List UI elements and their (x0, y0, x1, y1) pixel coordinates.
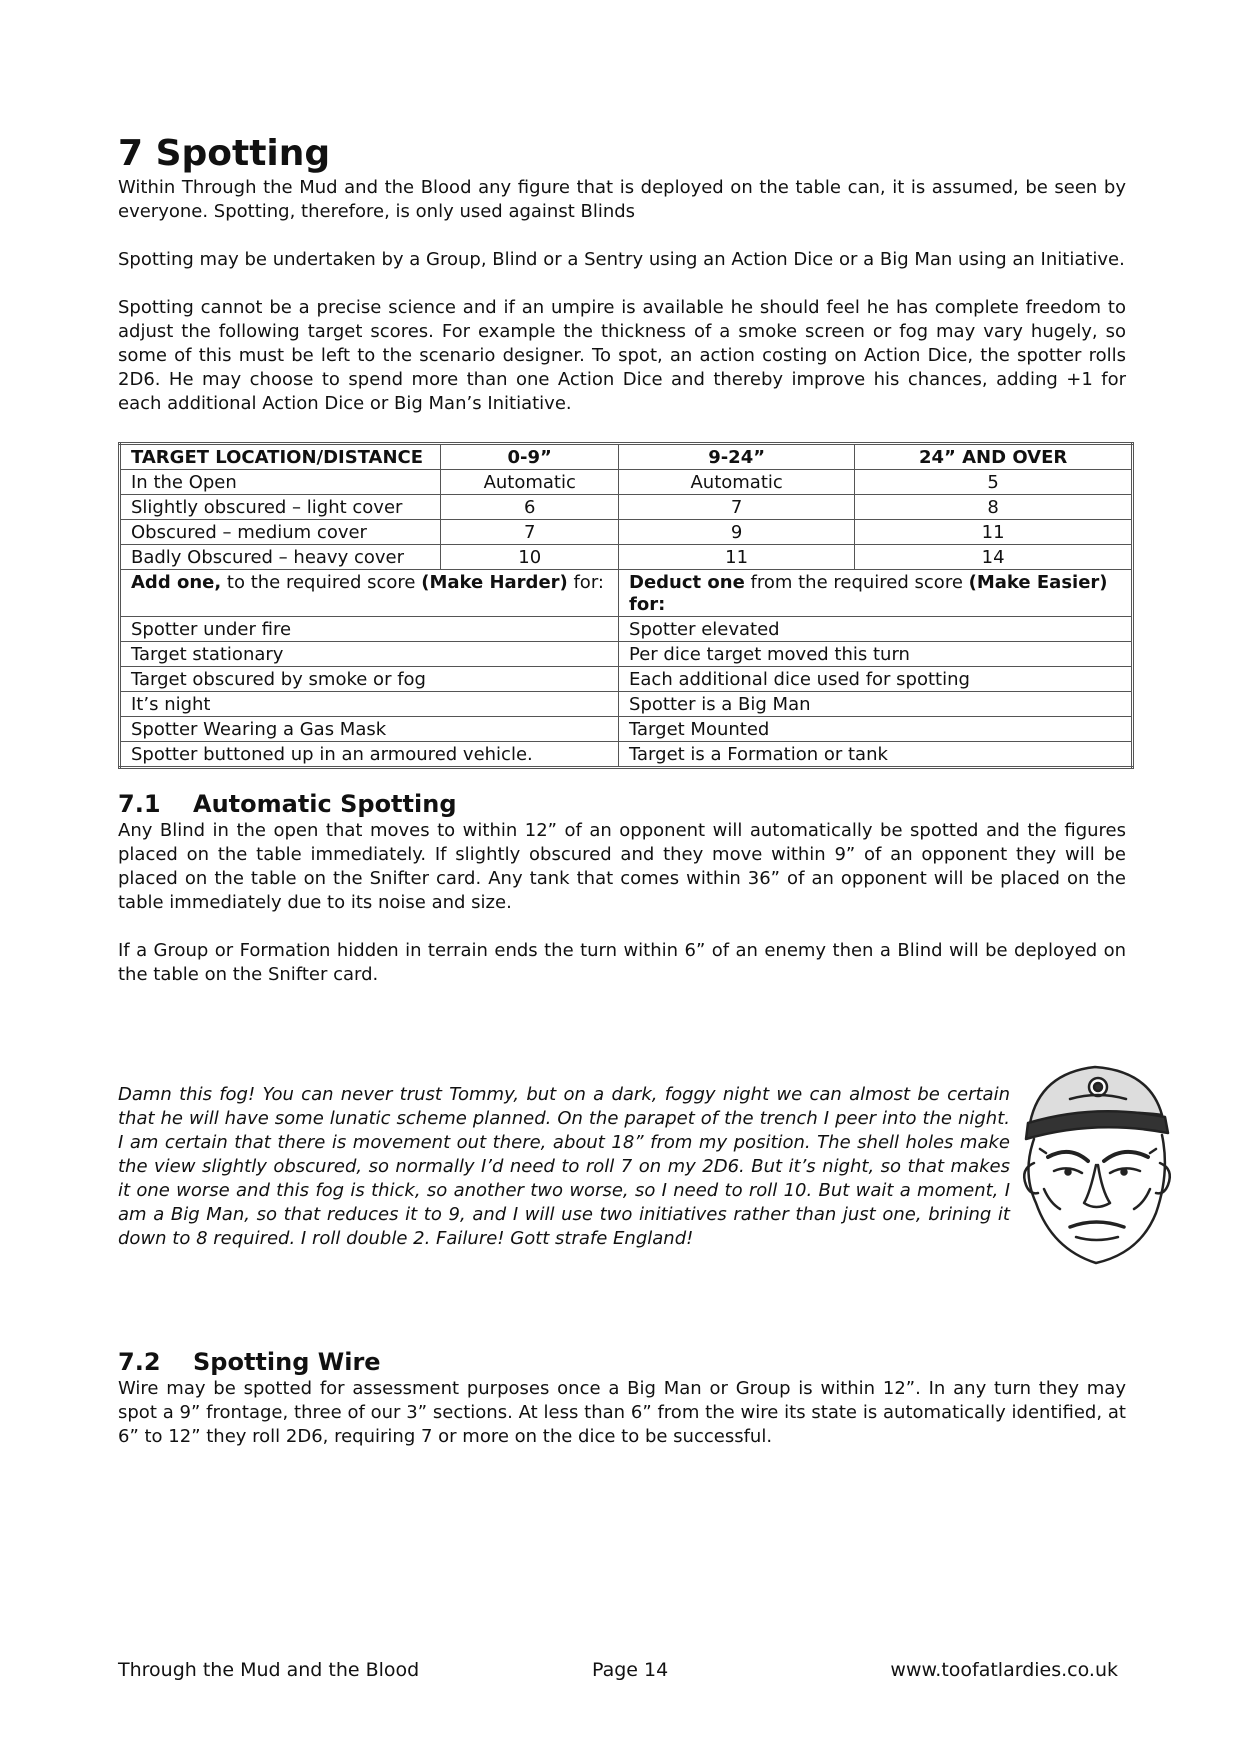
table-cell: Slightly obscured – light cover (120, 495, 441, 520)
table-cell: 8 (855, 495, 1133, 520)
modifier-row (120, 742, 1133, 768)
footer-website: www.toofatlardies.co.uk (890, 1659, 1118, 1681)
table-cell: 7 (619, 495, 855, 520)
table-cell: In the Open (120, 470, 441, 495)
harder-modifier: Target obscured by smoke or fog (120, 667, 619, 692)
table-cell: 7 (441, 520, 619, 545)
section-7-2-heading: 7.2 Spotting Wire (118, 1348, 381, 1376)
table-header-cell: 9-24” (619, 444, 855, 470)
harder-modifier: Spotter buttoned up in an armoured vehicle. (120, 742, 619, 768)
table-header-cell: TARGET LOCATION/DISTANCE (120, 444, 441, 470)
easier-modifier: Spotter is a Big Man (619, 692, 1133, 717)
table-cell: 10 (441, 545, 619, 570)
section-7-paragraph-3: Spotting cannot be a precise science and if an umpire is available he should feel he has complete freedom to adjust the following target scores. For example the thickness of a smoke screen or fog may vary hugely, so some of this must be left to the scenario designer. To spot, an action costing on Action Dice, the spotter rolls 2D6. He may choose to spend more than one Action Dice and thereby improve his chances, adding +1 for each additional Action Dice or Big Man’s Initiative. (118, 297, 1126, 414)
table-header-cell: 0-9” (441, 444, 619, 470)
footer-book-title: Through the Mud and the Blood (118, 1659, 420, 1681)
quote-block (118, 1083, 1126, 1251)
table-cell: 11 (619, 545, 855, 570)
table-cell: 5 (855, 470, 1133, 495)
table-cell: 11 (855, 520, 1133, 545)
table-row (120, 520, 1133, 545)
harder-modifier: Spotter under fire (120, 617, 619, 642)
quote-text: Damn this fog! You can never trust Tommy, but on a dark, foggy night we can almost be certain that he will have some lunatic scheme planned. On the parapet of the trench I peer into the night. I am certain that there is movement out there, about 18” from my position. The shell holes make the view slightly obscured, so normally I’d need to roll 7 on my 2D6. But it’s night, so that makes it one worse and this fog is thick, so another two worse, so I need to roll 10. But wait a moment, I am a Big Man, so that reduces it to 9, and I will use two initiatives rather than just one, brining it down to 8 required. I roll double 2. Failure! Gott strafe England! (118, 1084, 1010, 1249)
table-cell: 6 (441, 495, 619, 520)
table-cell: Obscured – medium cover (120, 520, 441, 545)
easier-modifier: Each additional dice used for spotting (619, 667, 1133, 692)
table-cell: 9 (619, 520, 855, 545)
page-footer (118, 1658, 1126, 1682)
section-7-paragraph-2: Spotting may be undertaken by a Group, Blind or a Sentry using an Action Dice or a Big Man using an Initiative. (118, 249, 1125, 270)
table-header-row (120, 444, 1133, 470)
harder-modifier: It’s night (120, 692, 619, 717)
deduct-one-header: Deduct one from the required score (Make Easier) for: (619, 570, 1133, 617)
table-cell: 14 (855, 545, 1133, 570)
spotting-table (118, 442, 1134, 769)
page-content (118, 132, 1126, 1449)
modifier-row (120, 617, 1133, 642)
add-one-header: Add one, to the required score (Make Harder) for: (120, 570, 619, 617)
harder-modifier: Spotter Wearing a Gas Mask (120, 717, 619, 742)
modifier-row (120, 642, 1133, 667)
footer-page-number: Page 14 (592, 1659, 669, 1681)
table-cell: Automatic (441, 470, 619, 495)
modifier-row (120, 692, 1133, 717)
table-cell: Badly Obscured – heavy cover (120, 545, 441, 570)
easier-modifier: Target Mounted (619, 717, 1133, 742)
table-row (120, 495, 1133, 520)
table-cell: Automatic (619, 470, 855, 495)
easier-modifier: Spotter elevated (619, 617, 1133, 642)
section-7-1-paragraph-1: Any Blind in the open that moves to within 12” of an opponent will automatically be spotted and the figures placed on the table immediately. If slightly obscured and they move within 9” of an opponent they will be placed on the table on the Snifter card. Any tank that comes within 36” of an opponent will be placed on the table immediately due to its noise and size. (118, 820, 1126, 913)
modifier-row (120, 667, 1133, 692)
harder-modifier: Target stationary (120, 642, 619, 667)
table-row (120, 470, 1133, 495)
modifier-row (120, 717, 1133, 742)
table-row (120, 545, 1133, 570)
easier-modifier: Target is a Formation or tank (619, 742, 1133, 768)
officer-portrait-illustration (1000, 1053, 1178, 1273)
section-7-1-heading: 7.1 Automatic Spotting (118, 790, 457, 818)
section-7-1-paragraph-2: If a Group or Formation hidden in terrain ends the turn within 6” of an enemy then a Blind will be deployed on the table on the Snifter card. (118, 940, 1126, 985)
easier-modifier: Per dice target moved this turn (619, 642, 1133, 667)
section-7-heading: 7 Spotting (118, 133, 331, 174)
section-7-paragraph-1: Within Through the Mud and the Blood any figure that is deployed on the table can, it is assumed, be seen by everyone. Spotting, therefore, is only used against Blinds (118, 177, 1126, 222)
table-header-cell: 24” AND OVER (855, 444, 1133, 470)
modifier-header-row (120, 570, 1133, 617)
section-7-2-paragraph: Wire may be spotted for assessment purposes once a Big Man or Group is within 12”. In any turn they may spot a 9” frontage, three of our 3” sections. At less than 6” from the wire its state is automatically identified, at 6” to 12” they roll 2D6, requiring 7 or more on the dice to be successful. (118, 1378, 1126, 1447)
